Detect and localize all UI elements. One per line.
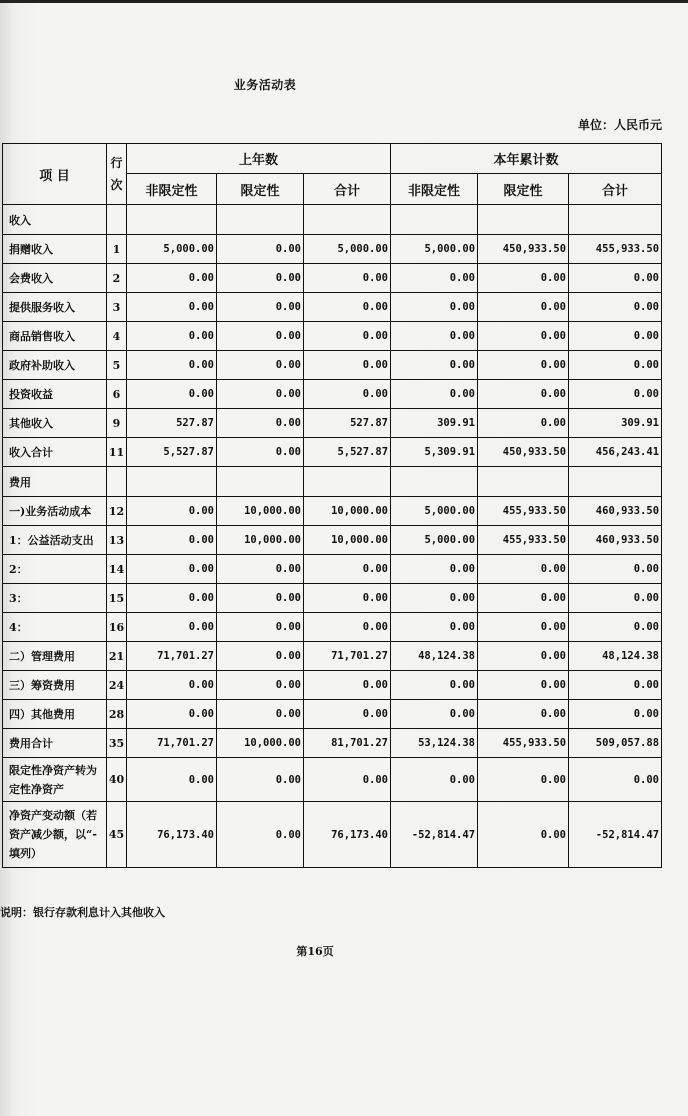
row-value: 455,933.50 xyxy=(478,729,569,758)
row-value: 0.00 xyxy=(569,700,662,729)
row-number: 13 xyxy=(107,526,127,555)
row-value: 0.00 xyxy=(304,671,391,700)
row-value: 76,173.40 xyxy=(127,802,217,868)
row-value: 0.00 xyxy=(127,497,217,526)
row-value: 0.00 xyxy=(391,758,478,802)
row-value: 450,933.50 xyxy=(478,235,569,264)
row-item-name: 三）筹资费用 xyxy=(3,671,107,700)
row-number: 15 xyxy=(107,584,127,613)
row-value: 527.87 xyxy=(304,409,391,438)
row-value: 0.00 xyxy=(217,235,304,264)
row-value: 0.00 xyxy=(391,584,478,613)
row-item-name: 提供服务收入 xyxy=(3,293,107,322)
row-value: 0.00 xyxy=(478,671,569,700)
row-value: 527.87 xyxy=(127,409,217,438)
row-value: 0.00 xyxy=(217,380,304,409)
row-value: 0.00 xyxy=(478,380,569,409)
row-item-name: 四）其他费用 xyxy=(3,700,107,729)
row-value: 0.00 xyxy=(304,351,391,380)
row-item-name: 投资收益 xyxy=(3,380,107,409)
row-item-name: 商品销售收入 xyxy=(3,322,107,351)
row-value: 0.00 xyxy=(569,380,662,409)
row-number: 14 xyxy=(107,555,127,584)
row-item-name: 2： xyxy=(3,555,107,584)
row-value: 5,000.00 xyxy=(127,235,217,264)
row-value: -52,814.47 xyxy=(569,802,662,868)
section-income-label: 收入 xyxy=(3,205,107,235)
row-value: 0.00 xyxy=(569,264,662,293)
row-value: 10,000.00 xyxy=(217,526,304,555)
table-row xyxy=(3,438,662,467)
row-value: 0.00 xyxy=(217,555,304,584)
header-prev-unrestricted: 非限定性 xyxy=(127,174,217,205)
row-value: 0.00 xyxy=(217,802,304,868)
row-item-name: 会费收入 xyxy=(3,264,107,293)
section-expense-row xyxy=(3,467,662,497)
row-value: 0.00 xyxy=(217,613,304,642)
row-number: 9 xyxy=(107,409,127,438)
row-number: 6 xyxy=(107,380,127,409)
row-value: 0.00 xyxy=(127,351,217,380)
row-value: 0.00 xyxy=(478,293,569,322)
header-cur-unrestricted: 非限定性 xyxy=(391,174,478,205)
row-value: 10,000.00 xyxy=(304,526,391,555)
row-value: 0.00 xyxy=(127,613,217,642)
row-value: 0.00 xyxy=(391,613,478,642)
table-note: 说明：银行存款利息计入其他收入 xyxy=(0,906,165,919)
row-value: 0.00 xyxy=(391,700,478,729)
expense-rows xyxy=(3,497,662,868)
row-value: 0.00 xyxy=(391,264,478,293)
row-value: 0.00 xyxy=(127,671,217,700)
table-row xyxy=(3,322,662,351)
table-row xyxy=(3,642,662,671)
row-item-name: 捐赠收入 xyxy=(3,235,107,264)
row-item-name: 二）管理费用 xyxy=(3,642,107,671)
table-row xyxy=(3,380,662,409)
row-value: 455,933.50 xyxy=(478,526,569,555)
row-value: 0.00 xyxy=(478,584,569,613)
row-value: 53,124.38 xyxy=(391,729,478,758)
row-value: 509,057.88 xyxy=(569,729,662,758)
row-value: 0.00 xyxy=(217,584,304,613)
row-value: 0.00 xyxy=(478,264,569,293)
row-value: 0.00 xyxy=(127,322,217,351)
row-value: 0.00 xyxy=(217,293,304,322)
row-number: 16 xyxy=(107,613,127,642)
row-item-name: 1：公益活动支出 xyxy=(3,526,107,555)
row-value: 5,000.00 xyxy=(391,497,478,526)
row-value: 0.00 xyxy=(127,758,217,802)
header-cur-year: 本年累计数 xyxy=(391,144,662,174)
row-value: 0.00 xyxy=(391,351,478,380)
row-value: 76,173.40 xyxy=(304,802,391,868)
row-number: 28 xyxy=(107,700,127,729)
row-number: 2 xyxy=(107,264,127,293)
row-value: 460,933.50 xyxy=(569,526,662,555)
table-row xyxy=(3,584,662,613)
row-value: 0.00 xyxy=(304,322,391,351)
row-number: 40 xyxy=(107,758,127,802)
row-value: 10,000.00 xyxy=(304,497,391,526)
row-value: 450,933.50 xyxy=(478,438,569,467)
income-rows xyxy=(3,235,662,467)
row-value: 0.00 xyxy=(217,351,304,380)
row-number: 1 xyxy=(107,235,127,264)
row-value: 0.00 xyxy=(569,555,662,584)
row-value: 0.00 xyxy=(569,671,662,700)
row-value: 0.00 xyxy=(478,613,569,642)
row-number: 3 xyxy=(107,293,127,322)
row-value: 0.00 xyxy=(217,671,304,700)
row-value: 5,527.87 xyxy=(127,438,217,467)
row-value: 0.00 xyxy=(217,438,304,467)
row-value: 0.00 xyxy=(304,380,391,409)
currency-unit: 单位：人民币元 xyxy=(577,118,662,132)
header-cur-restricted: 限定性 xyxy=(478,174,569,205)
row-value: 5,527.87 xyxy=(304,438,391,467)
row-value: 0.00 xyxy=(478,758,569,802)
row-value: 0.00 xyxy=(391,555,478,584)
row-item-name: 4： xyxy=(3,613,107,642)
business-activity-table xyxy=(2,143,662,868)
row-value: 0.00 xyxy=(478,409,569,438)
row-value: 0.00 xyxy=(569,613,662,642)
row-item-name: 收入合计 xyxy=(3,438,107,467)
row-item-name: 限定性净资产转为定性净资产 xyxy=(3,758,107,802)
header-item: 项 目 xyxy=(3,144,107,205)
table-row xyxy=(3,613,662,642)
row-number: 11 xyxy=(107,438,127,467)
header-prev-total: 合计 xyxy=(304,174,391,205)
row-value: 309.91 xyxy=(391,409,478,438)
row-value: 5,000.00 xyxy=(304,235,391,264)
table-row xyxy=(3,700,662,729)
row-value: 455,933.50 xyxy=(478,497,569,526)
row-value: 0.00 xyxy=(391,380,478,409)
table-row xyxy=(3,264,662,293)
row-item-name: 其他收入 xyxy=(3,409,107,438)
row-number: 45 xyxy=(107,802,127,868)
row-value: 5,000.00 xyxy=(391,235,478,264)
row-number: 21 xyxy=(107,642,127,671)
table-row xyxy=(3,351,662,380)
row-value: 455,933.50 xyxy=(569,235,662,264)
row-number: 24 xyxy=(107,671,127,700)
row-value: 81,701.27 xyxy=(304,729,391,758)
report-title: 业务活动表 xyxy=(233,78,297,92)
row-value: 0.00 xyxy=(304,293,391,322)
row-value: 0.00 xyxy=(127,584,217,613)
table-row xyxy=(3,758,662,802)
row-value: 0.00 xyxy=(127,700,217,729)
table-row xyxy=(3,497,662,526)
row-value: 10,000.00 xyxy=(217,497,304,526)
row-value: 0.00 xyxy=(127,293,217,322)
scan-top-edge xyxy=(0,0,688,3)
row-number: 12 xyxy=(107,497,127,526)
table-row xyxy=(3,671,662,700)
header-prev-restricted: 限定性 xyxy=(217,174,304,205)
row-number: 5 xyxy=(107,351,127,380)
row-value: 0.00 xyxy=(217,758,304,802)
row-value: 0.00 xyxy=(391,671,478,700)
row-value: 0.00 xyxy=(304,555,391,584)
row-value: 0.00 xyxy=(127,380,217,409)
row-value: 0.00 xyxy=(127,526,217,555)
row-value: 0.00 xyxy=(569,293,662,322)
row-value: 0.00 xyxy=(217,642,304,671)
row-value: 309.91 xyxy=(569,409,662,438)
row-value: -52,814.47 xyxy=(391,802,478,868)
row-value: 0.00 xyxy=(217,264,304,293)
row-value: 0.00 xyxy=(127,555,217,584)
row-value: 0.00 xyxy=(217,409,304,438)
row-value: 0.00 xyxy=(304,613,391,642)
row-value: 0.00 xyxy=(391,322,478,351)
row-item-name: 一)业务活动成本 xyxy=(3,497,107,526)
row-value: 71,701.27 xyxy=(127,729,217,758)
table-row xyxy=(3,235,662,264)
row-value: 48,124.38 xyxy=(391,642,478,671)
row-number: 4 xyxy=(107,322,127,351)
row-value: 10,000.00 xyxy=(217,729,304,758)
row-value: 0.00 xyxy=(127,264,217,293)
header-cur-total: 合计 xyxy=(569,174,662,205)
row-value: 0.00 xyxy=(391,293,478,322)
section-expense-label: 费用 xyxy=(3,467,107,497)
row-item-name: 净资产变动额（若资产减少额，以“-填列） xyxy=(3,802,107,868)
row-value: 0.00 xyxy=(304,758,391,802)
row-value: 0.00 xyxy=(569,758,662,802)
row-value: 0.00 xyxy=(217,322,304,351)
table-row xyxy=(3,729,662,758)
table-row xyxy=(3,802,662,868)
row-item-name: 政府补助收入 xyxy=(3,351,107,380)
row-number: 35 xyxy=(107,729,127,758)
row-item-name: 3： xyxy=(3,584,107,613)
row-value: 0.00 xyxy=(304,700,391,729)
row-value: 71,701.27 xyxy=(127,642,217,671)
row-value: 0.00 xyxy=(478,802,569,868)
row-value: 0.00 xyxy=(304,264,391,293)
row-value: 0.00 xyxy=(478,642,569,671)
row-value: 0.00 xyxy=(217,700,304,729)
row-value: 456,243.41 xyxy=(569,438,662,467)
row-value: 48,124.38 xyxy=(569,642,662,671)
page-number: 第16页 xyxy=(296,945,334,958)
row-item-name: 费用合计 xyxy=(3,729,107,758)
row-value: 71,701.27 xyxy=(304,642,391,671)
row-value: 0.00 xyxy=(478,555,569,584)
table-row xyxy=(3,293,662,322)
row-value: 460,933.50 xyxy=(569,497,662,526)
row-value: 0.00 xyxy=(478,322,569,351)
row-value: 5,000.00 xyxy=(391,526,478,555)
header-row-number: 行次 xyxy=(107,144,127,205)
section-income-row xyxy=(3,205,662,235)
row-value: 0.00 xyxy=(478,700,569,729)
row-value: 0.00 xyxy=(569,351,662,380)
row-value: 5,309.91 xyxy=(391,438,478,467)
row-value: 0.00 xyxy=(478,351,569,380)
table-row xyxy=(3,526,662,555)
row-value: 0.00 xyxy=(304,584,391,613)
header-prev-year: 上年数 xyxy=(127,144,391,174)
row-value: 0.00 xyxy=(569,322,662,351)
row-value: 0.00 xyxy=(569,584,662,613)
table-row xyxy=(3,409,662,438)
table-row xyxy=(3,555,662,584)
